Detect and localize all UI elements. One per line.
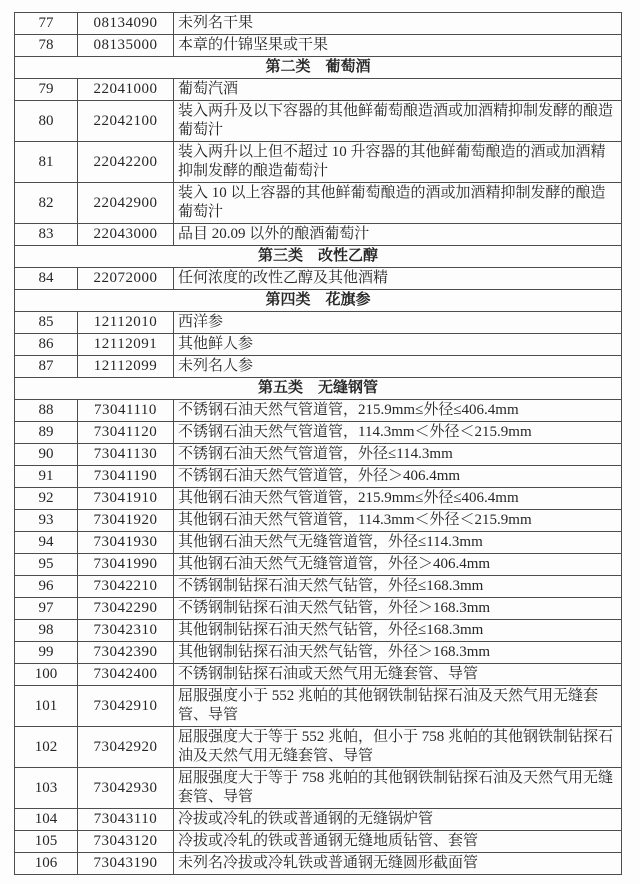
item-description: 其他钢制钻探石油天然气钻管，外径＞168.3mm — [174, 642, 622, 664]
item-description: 不锈钢石油天然气管道管，114.3mm＜外径＜215.9mm — [174, 422, 622, 444]
row-number: 88 — [15, 400, 78, 422]
hs-code: 22041000 — [78, 79, 174, 101]
item-description: 其他钢石油天然气管道管，114.3mm＜外径＜215.9mm — [174, 510, 622, 532]
table-row — [15, 768, 622, 809]
row-number: 94 — [15, 532, 78, 554]
table-row — [15, 35, 622, 57]
item-description: 屈服强度大于等于 758 兆帕的其他钢铁制钻探石油及天然气用无缝套管、导管 — [174, 768, 622, 809]
item-description: 不锈钢石油天然气管道管，外径＞406.4mm — [174, 466, 622, 488]
table-row — [15, 488, 622, 510]
row-number: 78 — [15, 35, 78, 57]
hs-code: 73042290 — [78, 598, 174, 620]
item-description: 品目 20.09 以外的酿酒葡萄汁 — [174, 224, 622, 246]
table-row — [15, 809, 622, 831]
item-description: 冷拔或冷轧的铁或普通钢的无缝锅炉管 — [174, 809, 622, 831]
table-row — [15, 334, 622, 356]
table-row — [15, 727, 622, 768]
hs-code: 12112099 — [78, 356, 174, 378]
item-description: 西洋参 — [174, 312, 622, 334]
tariff-table — [14, 12, 622, 875]
hs-code: 22072000 — [78, 268, 174, 290]
table-row — [15, 664, 622, 686]
item-description: 本章的什锦坚果或干果 — [174, 35, 622, 57]
row-number: 96 — [15, 576, 78, 598]
row-number: 105 — [15, 831, 78, 853]
table-row — [15, 142, 622, 183]
item-description: 其他钢制钻探石油天然气钻管，外径≤168.3mm — [174, 620, 622, 642]
table-row — [15, 576, 622, 598]
row-number: 77 — [15, 13, 78, 35]
hs-code: 73043110 — [78, 809, 174, 831]
hs-code: 73041190 — [78, 466, 174, 488]
hs-code: 12112091 — [78, 334, 174, 356]
hs-code: 73041120 — [78, 422, 174, 444]
row-number: 103 — [15, 768, 78, 809]
row-number: 100 — [15, 664, 78, 686]
row-number: 95 — [15, 554, 78, 576]
table-row — [15, 268, 622, 290]
item-description: 屈服强度大于等于 552 兆帕，但小于 758 兆帕的其他钢铁制钻探石油及天然气用无缝套管、导管 — [174, 727, 622, 768]
section-row — [15, 246, 622, 268]
item-description: 其他钢石油天然气管道管，215.9mm≤外径≤406.4mm — [174, 488, 622, 510]
row-number: 97 — [15, 598, 78, 620]
table-row — [15, 532, 622, 554]
section-row — [15, 57, 622, 79]
row-number: 85 — [15, 312, 78, 334]
row-number: 79 — [15, 79, 78, 101]
item-description: 不锈钢制钻探石油天然气钻管，外径≤168.3mm — [174, 576, 622, 598]
table-row — [15, 101, 622, 142]
table-row — [15, 554, 622, 576]
row-number: 104 — [15, 809, 78, 831]
row-number: 102 — [15, 727, 78, 768]
item-description: 屈服强度小于 552 兆帕的其他钢铁制钻探石油及天然气用无缝套管、导管 — [174, 686, 622, 727]
hs-code: 73041930 — [78, 532, 174, 554]
hs-code: 22042100 — [78, 101, 174, 142]
hs-code: 73041920 — [78, 510, 174, 532]
table-row — [15, 444, 622, 466]
item-description: 装入两升以上但不超过 10 升容器的其他鲜葡萄酿造的酒或加酒精抑制发酵的酿造葡萄汁 — [174, 142, 622, 183]
row-number: 92 — [15, 488, 78, 510]
hs-code: 73041910 — [78, 488, 174, 510]
hs-code: 73042400 — [78, 664, 174, 686]
hs-code: 73041990 — [78, 554, 174, 576]
row-number: 98 — [15, 620, 78, 642]
table-row — [15, 422, 622, 444]
hs-code: 22043000 — [78, 224, 174, 246]
item-description: 任何浓度的改性乙醇及其他酒精 — [174, 268, 622, 290]
section-row — [15, 290, 622, 312]
hs-code: 73042910 — [78, 686, 174, 727]
hs-code: 22042900 — [78, 183, 174, 224]
item-description: 不锈钢制钻探石油天然气钻管，外径＞168.3mm — [174, 598, 622, 620]
row-number: 83 — [15, 224, 78, 246]
hs-code: 73041110 — [78, 400, 174, 422]
item-description: 葡萄汽酒 — [174, 79, 622, 101]
hs-code: 22042200 — [78, 142, 174, 183]
hs-code: 73043120 — [78, 831, 174, 853]
table-row — [15, 642, 622, 664]
row-number: 87 — [15, 356, 78, 378]
item-description: 不锈钢石油天然气管道管，外径≤114.3mm — [174, 444, 622, 466]
hs-code: 73042310 — [78, 620, 174, 642]
hs-code: 73042390 — [78, 642, 174, 664]
row-number: 99 — [15, 642, 78, 664]
hs-code: 08135000 — [78, 35, 174, 57]
section-title: 第三类 改性乙醇 — [15, 246, 622, 268]
row-number: 84 — [15, 268, 78, 290]
table-row — [15, 853, 622, 875]
tariff-table-body — [15, 13, 622, 875]
item-description: 不锈钢石油天然气管道管，215.9mm≤外径≤406.4mm — [174, 400, 622, 422]
table-row — [15, 466, 622, 488]
item-description: 装入 10 以上容器的其他鲜葡萄酿造的酒或加酒精抑制发酵的酿造葡萄汁 — [174, 183, 622, 224]
row-number: 101 — [15, 686, 78, 727]
row-number: 82 — [15, 183, 78, 224]
section-title: 第二类 葡萄酒 — [15, 57, 622, 79]
hs-code: 73042210 — [78, 576, 174, 598]
hs-code: 73042920 — [78, 727, 174, 768]
row-number: 89 — [15, 422, 78, 444]
table-row — [15, 183, 622, 224]
item-description: 未列名冷拔或冷轧铁或普通钢无缝圆形截面管 — [174, 853, 622, 875]
hs-code: 08134090 — [78, 13, 174, 35]
section-row — [15, 378, 622, 400]
row-number: 106 — [15, 853, 78, 875]
section-title: 第五类 无缝钢管 — [15, 378, 622, 400]
item-description: 未列名人参 — [174, 356, 622, 378]
item-description: 其他鲜人参 — [174, 334, 622, 356]
row-number: 91 — [15, 466, 78, 488]
hs-code: 73041130 — [78, 444, 174, 466]
row-number: 93 — [15, 510, 78, 532]
hs-code: 12112010 — [78, 312, 174, 334]
item-description: 装入两升及以下容器的其他鲜葡萄酿造酒或加酒精抑制发酵的酿造葡萄汁 — [174, 101, 622, 142]
hs-code: 73043190 — [78, 853, 174, 875]
table-row — [15, 598, 622, 620]
hs-code: 73042930 — [78, 768, 174, 809]
item-description: 其他钢石油天然气无缝管道管，外径≤114.3mm — [174, 532, 622, 554]
table-row — [15, 224, 622, 246]
table-row — [15, 510, 622, 532]
section-title: 第四类 花旗参 — [15, 290, 622, 312]
table-row — [15, 356, 622, 378]
item-description: 其他钢石油天然气无缝管道管，外径＞406.4mm — [174, 554, 622, 576]
table-row — [15, 79, 622, 101]
table-row — [15, 686, 622, 727]
row-number: 81 — [15, 142, 78, 183]
table-row — [15, 831, 622, 853]
item-description: 冷拔或冷轧的铁或普通钢无缝地质钻管、套管 — [174, 831, 622, 853]
table-row — [15, 620, 622, 642]
row-number: 80 — [15, 101, 78, 142]
table-row — [15, 312, 622, 334]
item-description: 不锈钢制钻探石油或天然气用无缝套管、导管 — [174, 664, 622, 686]
row-number: 86 — [15, 334, 78, 356]
table-row — [15, 13, 622, 35]
row-number: 90 — [15, 444, 78, 466]
table-row — [15, 400, 622, 422]
item-description: 未列名干果 — [174, 13, 622, 35]
